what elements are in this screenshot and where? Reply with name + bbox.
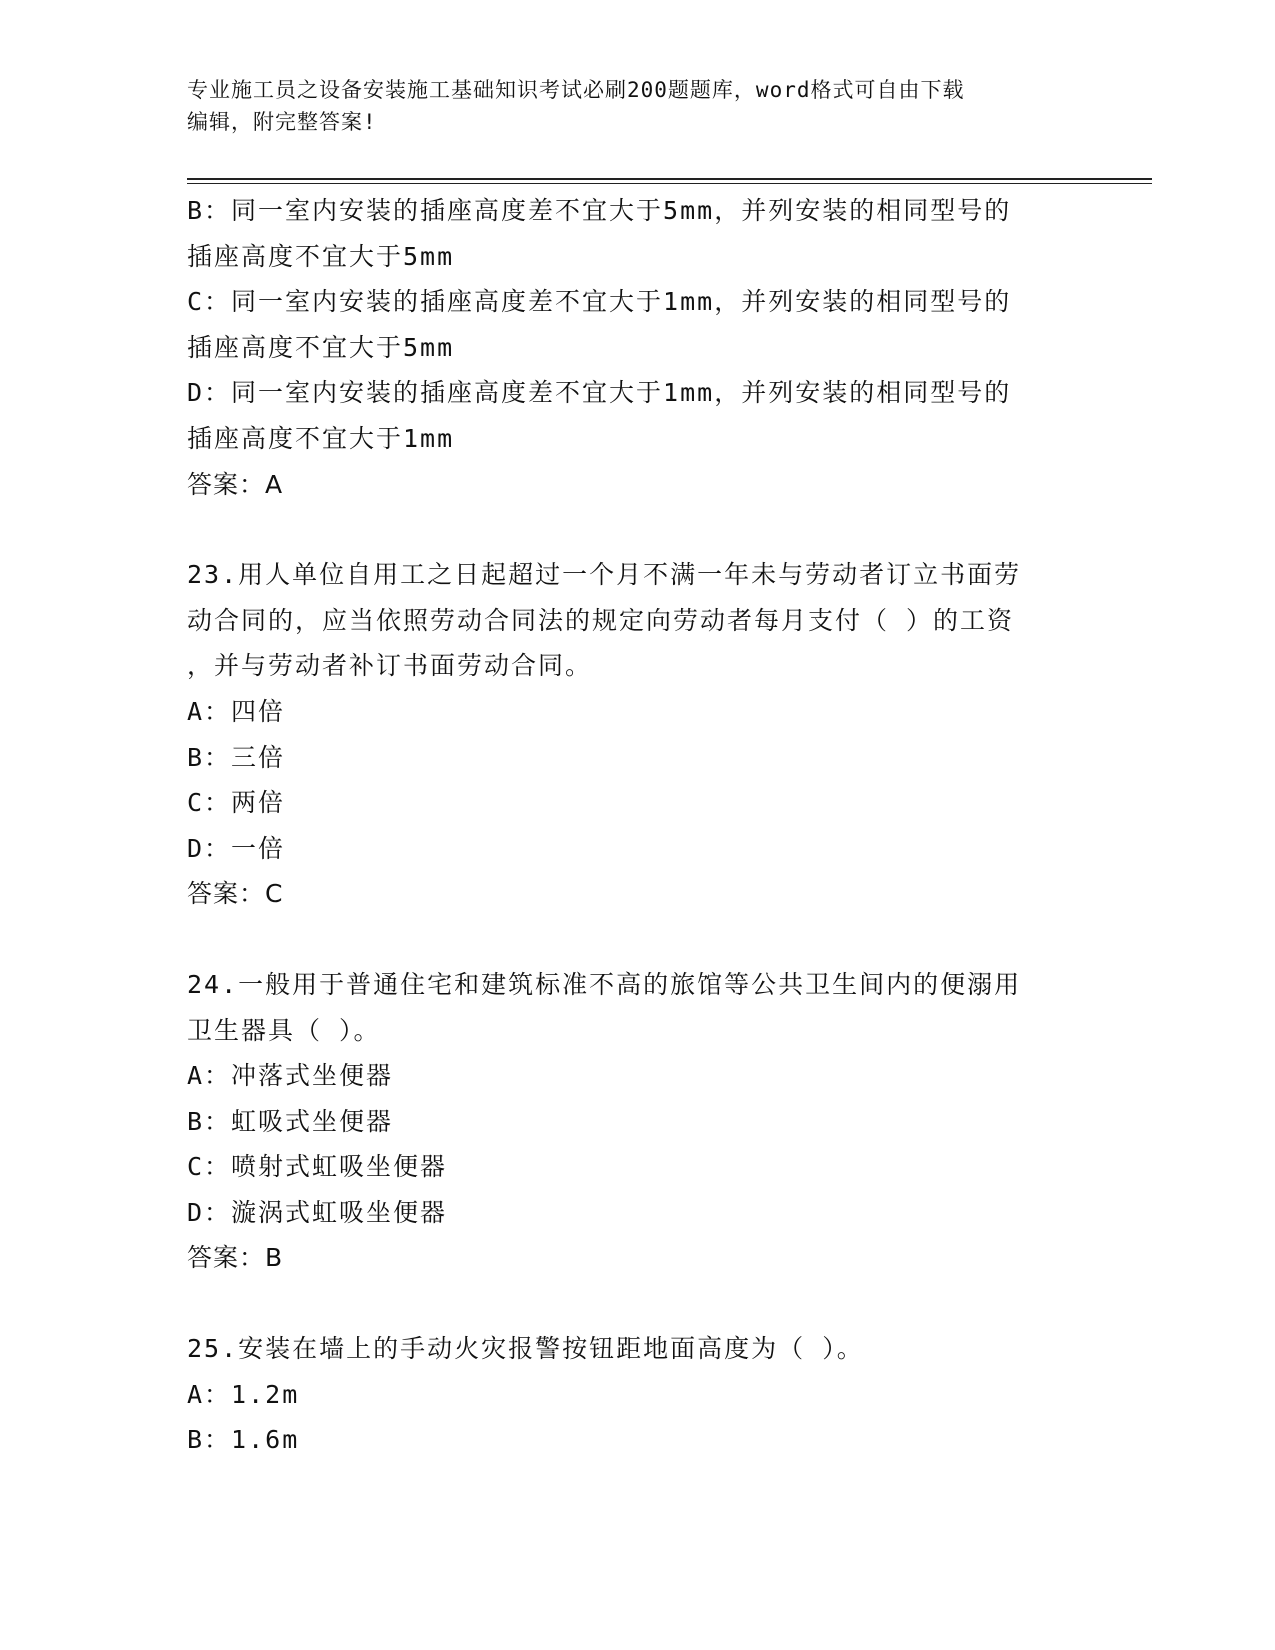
option-d: D：同一室内安装的插座高度差不宜大于1mm，并列安装的相同型号的 — [187, 378, 1012, 408]
answer-line: 答案：C — [187, 879, 284, 909]
option-b: B：三倍 — [187, 742, 286, 772]
question-stem-continued: 卫生器具（ ）。 — [187, 1015, 381, 1045]
option-a: A：1.2m — [187, 1379, 300, 1409]
option-c-continued: 插座高度不宜大于5mm — [187, 332, 455, 362]
page-header — [187, 74, 1067, 138]
question-stem: 25.安装在墙上的手动火灾报警按钮距地面高度为（ ）。 — [187, 1334, 864, 1364]
header-title-line-1: 专业施工员之设备安装施工基础知识考试必刷200题题库，word格式可自由下载 — [187, 78, 965, 102]
option-d: D：漩涡式虹吸坐便器 — [187, 1197, 448, 1227]
question-23 — [187, 552, 1092, 917]
question-spacer — [187, 1281, 1092, 1326]
header-title-line-2: 编辑，附完整答案! — [187, 110, 377, 134]
option-a: A：冲落式坐便器 — [187, 1061, 394, 1091]
question-stem: 24.一般用于普通住宅和建筑标准不高的旅馆等公共卫生间内的便溺用 — [187, 969, 1022, 999]
question-stem-continued: 动合同的，应当依照劳动合同法的规定向劳动者每月支付（ ）的工资 — [187, 605, 1015, 635]
header-divider-thin — [187, 183, 1152, 184]
question-spacer — [187, 917, 1092, 962]
option-c: C：同一室内安装的插座高度差不宜大于1mm，并列安装的相同型号的 — [187, 287, 1012, 317]
option-d-continued: 插座高度不宜大于1mm — [187, 423, 455, 453]
question-22-tail — [187, 188, 1092, 507]
option-a: A：四倍 — [187, 696, 286, 726]
option-b-continued: 插座高度不宜大于5mm — [187, 241, 455, 271]
question-stem: 23.用人单位自用工之日起超过一个月不满一年未与劳动者订立书面劳 — [187, 560, 1022, 590]
question-25 — [187, 1326, 1092, 1463]
option-c: C：两倍 — [187, 788, 286, 818]
option-c: C：喷射式虹吸坐便器 — [187, 1152, 448, 1182]
option-b: B：1.6m — [187, 1425, 300, 1455]
option-b: B：虹吸式坐便器 — [187, 1106, 394, 1136]
header-divider-thick — [187, 178, 1152, 180]
question-content — [187, 188, 1092, 1463]
question-stem-continued: ，并与劳动者补订书面劳动合同。 — [187, 651, 593, 681]
option-b: B：同一室内安装的插座高度差不宜大于5mm，并列安装的相同型号的 — [187, 196, 1012, 225]
answer-line: 答案：B — [187, 1243, 284, 1273]
question-spacer — [187, 507, 1092, 552]
answer-line: 答案：A — [187, 469, 284, 499]
question-24 — [187, 962, 1092, 1281]
option-d: D：一倍 — [187, 833, 286, 863]
